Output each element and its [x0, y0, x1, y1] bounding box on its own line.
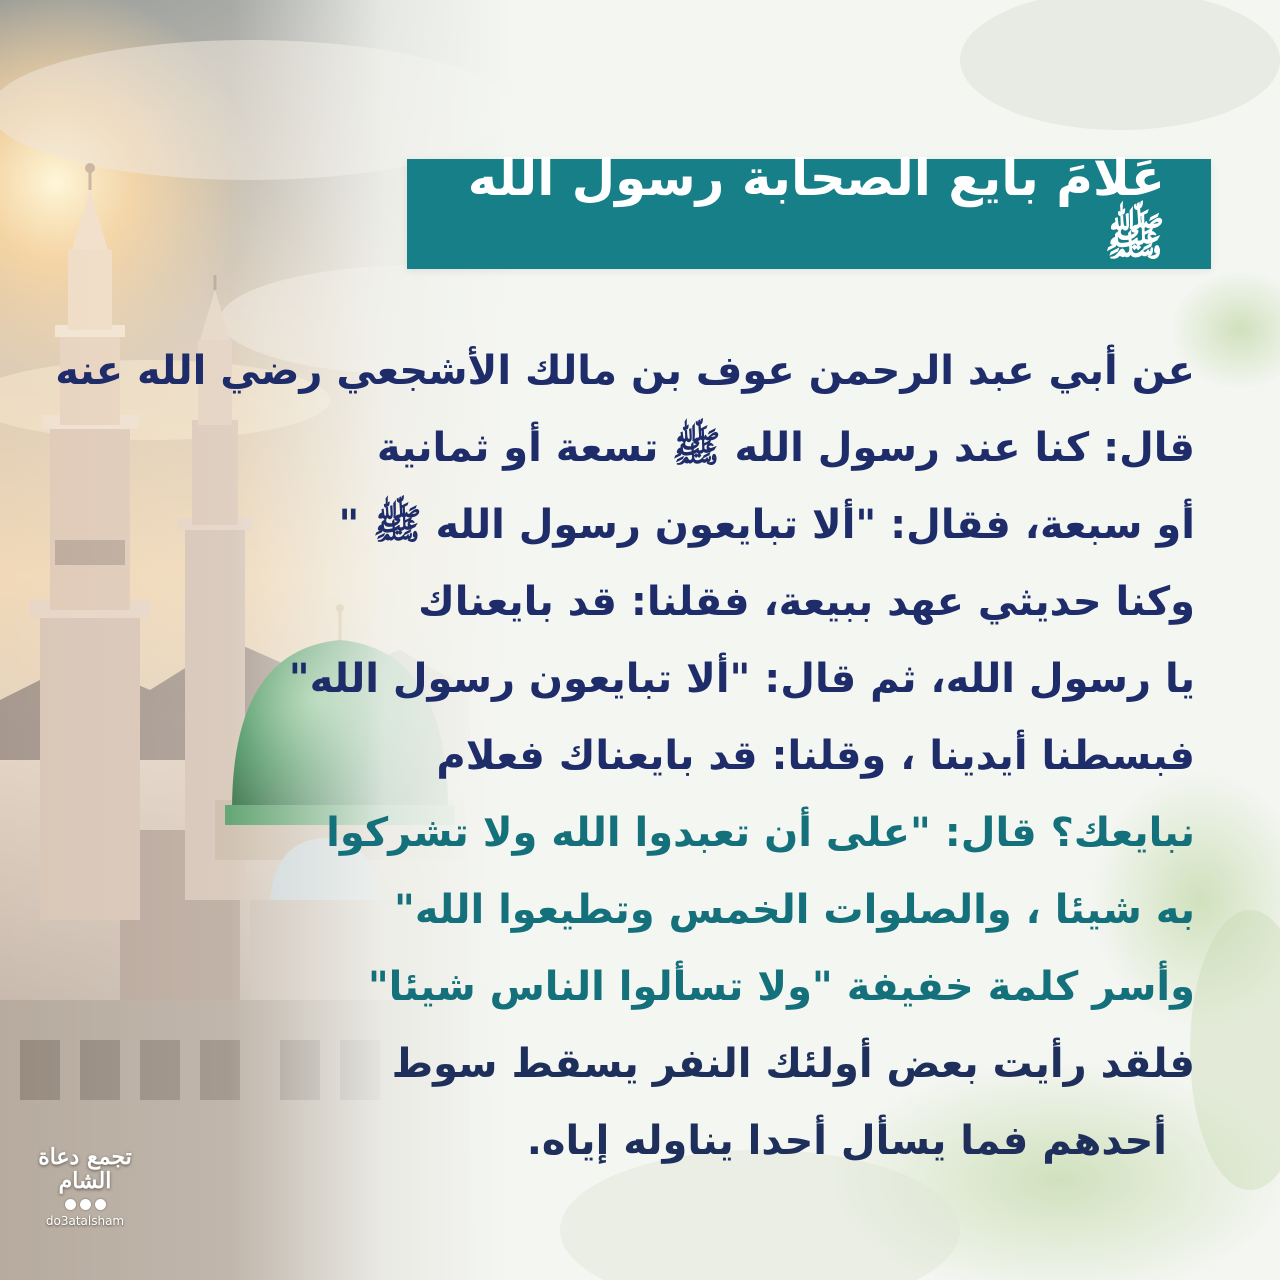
social-icons [30, 1199, 140, 1210]
text-line: فبسطنا أيدينا ، وقلنا: قد بايعناك فعلام [436, 733, 1195, 779]
text-line: يا رسول الله، ثم قال: "ألا تبايعون رسول الله" [288, 656, 1195, 702]
logo-handle: do3atalsham [45, 1214, 125, 1228]
x-icon [95, 1199, 106, 1210]
page-title: عَلامَ بايع الصحابة رسول الله ﷺ [467, 149, 1165, 266]
text-line: فلقد رأيت بعض أولئك النفر يسقط سوط [391, 1041, 1195, 1087]
text-line: وأسر كلمة خفيفة "ولا تسألوا الناس شيئا" [367, 964, 1195, 1010]
text-line: أحدهم فما يسأل أحدا يناوله إياه. [526, 1118, 1167, 1164]
logo-wordmark: تجمع دعاة الشام [38, 1144, 132, 1194]
text-line: به شيئا ، والصلوات الخمس وتطيعوا الله" [394, 887, 1195, 933]
text-line: وكنا حديثي عهد ببيعة، فقلنا: قد بايعناك [418, 579, 1195, 625]
brand-logo [30, 1145, 140, 1260]
text-line: قال: كنا عند رسول الله ﷺ تسعة أو ثمانية [376, 425, 1195, 471]
text-line: نبايعك؟ قال: "على أن تعبدوا الله ولا تشركوا [326, 810, 1195, 856]
title-banner [407, 149, 1211, 269]
website-icon [80, 1199, 91, 1210]
text-line: عن أبي عبد الرحمن عوف بن مالك الأشجعي رضي الله عنه [55, 348, 1195, 394]
text-line: أو سبعة، فقال: "ألا تبايعون رسول الله ﷺ " [338, 502, 1195, 548]
telegram-icon [65, 1199, 76, 1210]
